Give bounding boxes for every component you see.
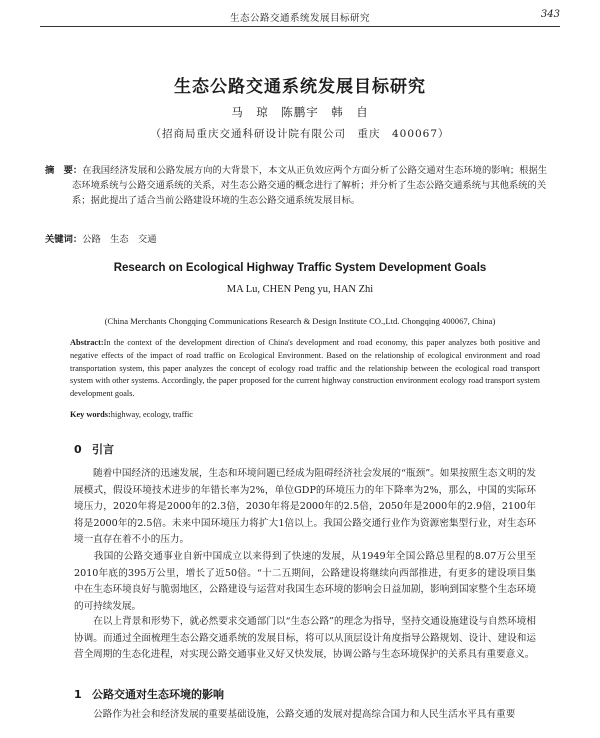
body-paragraph: 公路作为社会和经济发展的重要基础设施，公路交通的发展对提高综合国力和人民生活水平具有重要 xyxy=(74,709,516,720)
author-affiliation: （招商局重庆交通科研设计院有限公司 重庆 400067） xyxy=(150,128,450,140)
english-abstract-text: In the context of the development direction of China's development and road economy, this paper analyzes both positive and negative effects of the impact of road traffic on Ecological Environment. Based on the relationship of ecological environment and road transportation system, this paper analyzes the concept of ecology road traffic and the relationship between the ecological road transport system with other systems. Accordingly, the paper proposed for the current highway construction environment ecology road transport system development goals. xyxy=(70,338,540,399)
abstract-label: 摘 要： xyxy=(45,165,83,176)
section-title: 公路交通对生态环境的影响 xyxy=(92,688,224,701)
section-number: 1 xyxy=(74,688,82,701)
english-keywords-text: highway, ecology, traffic xyxy=(110,410,193,419)
chinese-abstract xyxy=(45,163,555,208)
english-authors: MA Lu, CHEN Peng yu, HAN Zhi xyxy=(226,284,374,295)
section-heading-introduction xyxy=(74,441,114,457)
page-number: 343 xyxy=(540,9,560,20)
english-affiliation: (China Merchants Chongqing Communications Research & Design Institute CO.,Ltd. Chongqing 400067, China) xyxy=(104,316,496,326)
body-paragraph: 在以上背景和形势下，就必然要求交通部门以“生态公路”的理念为指导，坚持交通设施建设与自然环境相协调。而通过全面梳理生态公路交通系统的发展目标，将可以从顶层设计角度指导公路规划、设计、建设和运营全周期的生态化进程，对实现公路交通事业又好又快发展，协调公路与生态环境保护的关系具有重要意义。 xyxy=(74,616,536,660)
english-title: Research on Ecological Highway Traffic System Development Goals xyxy=(113,262,487,274)
article-title: 生态公路交通系统发展目标研究 xyxy=(174,77,426,97)
english-keywords xyxy=(70,410,540,419)
body-paragraph: 随着中国经济的迅速发展，生态和环境问题已经成为阻碍经济社会发展的“瓶颈”。如果按照生态文明的发展模式，假设环境技术进步的年错长率为2%，单位GDP的环境压力的年下降率为2%，那么，中国的实际环境压力，2020年将是2000年的2.3倍，2030年将是2000年的2.5倍，2050年是2000年的2.9倍，2100年将是2000年的2.5倍。未来中国环境压力将扩大1倍以上。我国公路交通行业作为资源密集型行业，对生态环境一直存在着不小的压力。 xyxy=(74,468,536,545)
abstract-text: 在我国经济发展和公路发展方向的大背景下，本文从正负效应两个方面分析了公路交通对生态环境的影响；根据生态环境系统与公路交通系统的关系，对生态公路交通的概念进行了解析；并分析了生态公路交通系统与其他系统的关系；据此提出了适合当前公路建设环境的生态公路交通系统发展目标。 xyxy=(72,165,548,206)
section-title: 引言 xyxy=(92,443,114,456)
english-keywords-label: Key words: xyxy=(70,410,111,419)
running-header xyxy=(40,8,560,27)
author-list: 马 琼 陈鹏宇 韩 自 xyxy=(231,105,369,119)
english-abstract-label: Abstract: xyxy=(70,338,104,347)
section-heading-impact xyxy=(74,686,224,702)
body-paragraph: 我国的公路交通事业自新中国成立以来得到了快速的发展，从1949年全国公路总里程的8.07万公里至2010年底的395万公里，增长了近50倍。“十二五期间，公路建设将继续向西部推进，有更多的建设项目集中在生态环境良好与脆弱地区，公路建设与运营对我国生态环境的影响会日益加剧，影响到国家整个生态环境的可持续发展。 xyxy=(74,551,536,612)
keywords-label: 关键词： xyxy=(45,234,83,245)
keywords-text: 公路 生态 交通 xyxy=(82,234,157,245)
section-number: 0 xyxy=(74,443,82,456)
running-title: 生态公路交通系统发展目标研究 xyxy=(229,13,370,24)
chinese-keywords xyxy=(45,231,555,245)
english-abstract xyxy=(70,337,540,401)
